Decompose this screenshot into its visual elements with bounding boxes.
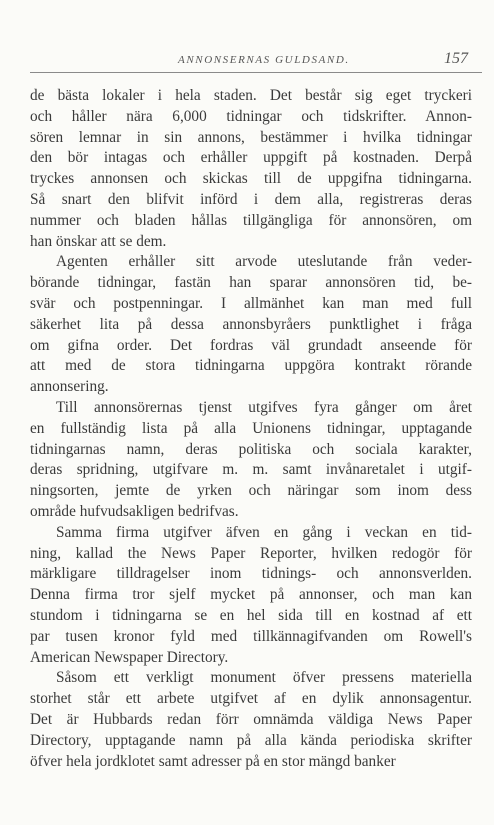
text-line: och håller nära 6,000 tidningar och tidskrifter. Annon- <box>30 107 472 125</box>
paragraph <box>30 252 472 398</box>
text-line: Såsom ett verkligt monument öfver pressens materiella <box>56 669 472 687</box>
text-line: en fullständig lista på alla Unionens tidningar, upptagande <box>30 419 472 437</box>
text-line: Samma firma utgifver äfven en gång i veckan en tid- <box>56 523 472 541</box>
text-line: de bästa lokaler i hela staden. Det består sig eget tryckeri <box>30 87 472 104</box>
text-line: svär och postpenningar. I allmänhet kan man med full <box>30 294 472 312</box>
running-title: ANNONSERNAS GULDSAND. <box>178 54 350 66</box>
body-text <box>30 86 472 772</box>
text-line: Denna firma tror sjelf mycket på annonser, och man kan <box>30 586 472 604</box>
running-header <box>30 46 482 72</box>
text-line: par tusen kronor fyld med tillkännagifvanden om Rowell's <box>30 627 472 645</box>
text-line: Directory, upptagande namn på alla kända periodiska skrifter <box>30 731 472 749</box>
text-line: tryckes annonsen och skickas till de uppgifna tidningarna. <box>30 170 472 188</box>
paragraph <box>30 86 472 252</box>
text-line: Det är Hubbards redan förr omnämda väldiga News Paper <box>30 710 472 728</box>
text-line: han önskar att se dem. <box>30 232 167 250</box>
text-line: den bör intagas och erhåller uppgift på kostnaden. Derpå <box>30 149 472 167</box>
text-line: American Newspaper Directory. <box>30 648 229 666</box>
text-line: storhet står ett arbete utgifvet af en dylik annonsagentur. <box>30 690 472 708</box>
text-line: att med de stora tidningarna uppgöra kontrakt rörande <box>30 357 472 375</box>
text-line: märkligare tilldragelser inom tidnings- och annonsverlden. <box>30 565 472 583</box>
paragraph <box>30 523 472 669</box>
text-line: Så snart den blifvit införd i dem alla, registreras deras <box>30 190 472 208</box>
paragraph <box>30 398 472 523</box>
text-line: säkerhet lita på dessa annonsbyråers punktlighet i fråga <box>30 315 472 333</box>
text-line: ningsorten, jemte de yrken och näringar som inom dess <box>30 482 472 500</box>
text-line: Agenten erhåller sitt arvode uteslutande från veder- <box>56 253 472 271</box>
text-line: nummer och bladen hållas tillgängliga för annonsören, om <box>30 211 472 229</box>
header-rule <box>30 72 482 73</box>
text-line: tidningarnas namn, deras politiska och sociala karakter, <box>30 440 472 458</box>
text-line: annonsering. <box>30 378 109 396</box>
text-line: sören lemnar in sin annons, bestämmer i hvilka tidningar <box>30 128 472 146</box>
text-line: stundom i tidningarna se en hel sida till en kostnad af ett <box>30 606 472 624</box>
text-line: Till annonsörernas tjenst utgifves fyra gånger om året <box>56 398 472 416</box>
text-line: börande tidningar, fastän han sparar annonsören tid, be- <box>30 274 472 292</box>
text-line: deras spridning, utgifvare m. m. samt invånaretalet i utgif- <box>30 461 472 479</box>
text-line: ning, kallad the News Paper Reporter, hvilken redogör för <box>30 544 472 562</box>
text-line: om gifna order. Det fordras väl grundadt anseende för <box>30 336 472 354</box>
text-line: område hufvudsakligen bedrifvas. <box>30 502 239 520</box>
text-line: öfver hela jordklotet samt adresser på en stor mängd banker <box>30 752 396 770</box>
paragraph <box>30 668 472 772</box>
page-number: 157 <box>444 50 468 67</box>
